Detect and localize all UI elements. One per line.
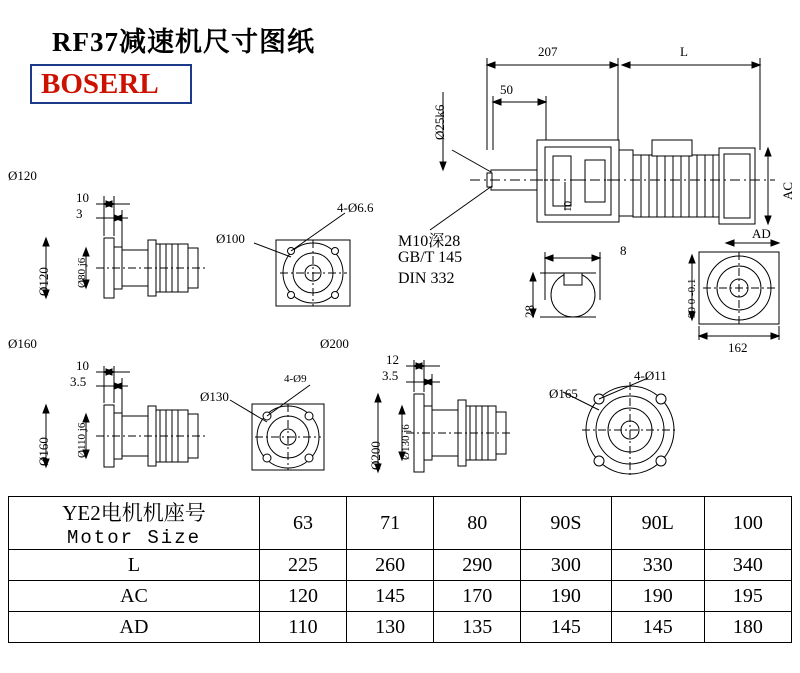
row-label-AD: AD bbox=[9, 612, 260, 643]
dim-3.5-v200: 3.5 bbox=[382, 368, 399, 383]
dim-50: 50 bbox=[500, 82, 513, 97]
table-row bbox=[9, 550, 792, 581]
dim-162: 162 bbox=[728, 340, 748, 355]
cell-L-90L: 330 bbox=[611, 550, 704, 581]
label-d160-top: Ø160 bbox=[8, 336, 37, 351]
cell-AD-90L: 145 bbox=[611, 612, 704, 643]
table-row bbox=[9, 581, 792, 612]
col-63: 63 bbox=[260, 497, 347, 550]
cell-AD-80: 135 bbox=[434, 612, 521, 643]
label-4xd6.6: 4-Ø6.6 bbox=[337, 200, 374, 215]
dim-10-main: 10 bbox=[562, 201, 574, 212]
cell-L-90S: 300 bbox=[521, 550, 611, 581]
dim-3-v120: 3 bbox=[76, 206, 83, 221]
cell-AC-71: 145 bbox=[347, 581, 434, 612]
spec-table bbox=[8, 496, 792, 643]
dim-28: 28 bbox=[522, 305, 537, 318]
cell-AC-80: 170 bbox=[434, 581, 521, 612]
dim-d110j6: Ø110 j6 bbox=[76, 422, 88, 458]
cell-L-71: 260 bbox=[347, 550, 434, 581]
dim-AC: AC bbox=[780, 181, 795, 200]
row-label-AC: AC bbox=[9, 581, 260, 612]
label-d120-top: Ø120 bbox=[8, 168, 37, 183]
label-4xd9: 4-Ø9 bbox=[284, 373, 307, 385]
dim-d80j6: Ø80 j6 bbox=[76, 257, 88, 288]
cell-AC-90S: 190 bbox=[521, 581, 611, 612]
table-row bbox=[9, 612, 792, 643]
dim-207: 207 bbox=[538, 44, 558, 59]
label-d165: Ø165 bbox=[549, 386, 578, 401]
dim-L: L bbox=[680, 44, 688, 59]
cell-AC-90L: 190 bbox=[611, 581, 704, 612]
cell-L-80: 290 bbox=[434, 550, 521, 581]
col-80: 80 bbox=[434, 497, 521, 550]
label-d130: Ø130 bbox=[200, 389, 229, 404]
row-label-L: L bbox=[9, 550, 260, 581]
dim-10-v120: 10 bbox=[76, 190, 89, 205]
dim-90: 90 0 -0.1 bbox=[686, 278, 698, 318]
dim-AD: AD bbox=[752, 226, 771, 241]
thread-note-2: GB/T 145 bbox=[398, 249, 463, 266]
header-label-en: Motor Size bbox=[66, 527, 202, 549]
dim-d200: Ø200 bbox=[368, 441, 383, 470]
cell-AD-63: 110 bbox=[260, 612, 347, 643]
dim-3.5-v160: 3.5 bbox=[70, 374, 87, 389]
cell-L-63: 225 bbox=[260, 550, 347, 581]
logo-text: BOSERL bbox=[41, 68, 159, 100]
cell-L-100: 340 bbox=[704, 550, 791, 581]
dim-d130j6: Ø130 j6 bbox=[400, 424, 412, 460]
cell-AD-90S: 145 bbox=[521, 612, 611, 643]
header-label-cn: YE2电机机座号 bbox=[62, 501, 206, 525]
thread-note-3: DIN 332 bbox=[398, 270, 455, 287]
dim-8: 8 bbox=[620, 243, 627, 258]
dim-shaft-d25: Ø25k6 bbox=[432, 104, 447, 140]
label-d200-top: Ø200 bbox=[320, 336, 349, 351]
label-4xd11: 4-Ø11 bbox=[634, 368, 667, 383]
dim-10-v160: 10 bbox=[76, 358, 89, 373]
label-d100: Ø100 bbox=[216, 231, 245, 246]
cell-AD-71: 130 bbox=[347, 612, 434, 643]
cell-AC-100: 195 bbox=[704, 581, 791, 612]
col-90S: 90S bbox=[521, 497, 611, 550]
col-100: 100 bbox=[704, 497, 791, 550]
page-title: RF37减速机尺寸图纸 bbox=[52, 27, 315, 57]
col-90L: 90L bbox=[611, 497, 704, 550]
dim-d160: Ø160 bbox=[36, 437, 51, 466]
cell-AD-100: 180 bbox=[704, 612, 791, 643]
thread-note-1: M10深28 bbox=[398, 233, 461, 250]
cell-AC-63: 120 bbox=[260, 581, 347, 612]
col-71: 71 bbox=[347, 497, 434, 550]
header-label-cell bbox=[9, 497, 260, 550]
dim-d120: Ø120 bbox=[36, 267, 51, 296]
dim-12-v200: 12 bbox=[386, 352, 399, 367]
